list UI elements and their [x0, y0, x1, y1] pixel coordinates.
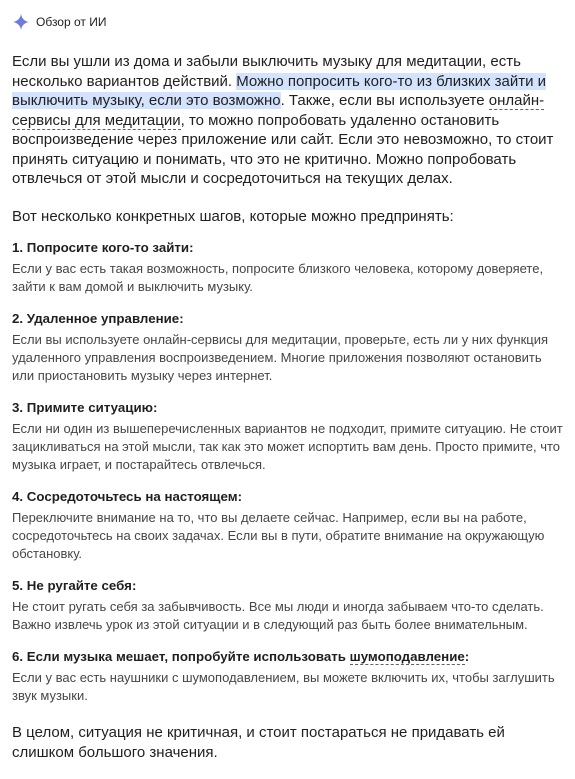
step-5 [12, 577, 565, 634]
ai-overview-title: Обзор от ИИ [36, 15, 107, 29]
highlighted-passage[interactable]: Можно попросить кого-то из близких зайти и выключить музыку, если это возможно [12, 72, 547, 109]
step-text: Если ни один из вышеперечисленных вариантов не подходит, примите ситуацию. Не стоит зацикливаться на этой мысли, так как это может испортить вам день. Просто примите, что музыка играет, и постарайтесь отвлечься. [12, 421, 563, 472]
step-title-prefix: 6. Если музыка мешает, попробуйте использовать [12, 649, 350, 664]
step-text: Если у вас есть такая возможность, попросите близкого человека, которому доверяете, зайти к вам домой и выключить музыку. [12, 261, 544, 294]
step-text: Не стоит ругать себя за забывчивость. Все мы люди и иногда забываем что-то сделать. Важно извлечь урок из этой ситуации и в следующий раз быть более внимательным. [12, 599, 544, 632]
step-title-suffix: : [464, 649, 470, 664]
step-title: 1. Попросите кого-то зайти: [12, 240, 194, 255]
step-title [12, 648, 565, 666]
step-text: Если у вас есть наушники с шумоподавлением, вы можете включить их, чтобы заглушить звук музыки. [12, 670, 555, 703]
step-title: 2. Удаленное управление: [12, 311, 184, 326]
step-title: 4. Сосредоточьтесь на настоящем: [12, 489, 243, 504]
step-2 [12, 310, 565, 385]
steps-intro: Вот несколько конкретных шагов, которые можно предпринять: [12, 207, 454, 225]
intro-text-1: Если вы ушли из дома и забыли выключить музыку для медитации, есть несколько вариантов действий. [12, 53, 521, 90]
intro-paragraph [12, 52, 565, 189]
step-title: 3. Примите ситуацию: [12, 400, 158, 415]
spark-icon [12, 13, 30, 31]
online-services-link[interactable]: онлайн-сервисы для медитации [12, 92, 545, 129]
intro-text-3: , то можно попробовать удаленно остановить воспроизведение через приложение или сайт. Если это невозможно, то стоит принять ситуацию и понимать, что это не критично. Можно попробовать отвлечься от этой мысли и сосредоточиться на текущих делах. [12, 111, 554, 187]
step-text: Если вы используете онлайн-сервисы для медитации, проверьте, есть ли у них функция удаленного управления воспроизведением. Многие приложения позволяют остановить или приостановить музыку через интернет. [12, 332, 549, 383]
step-3 [12, 399, 565, 474]
intro-text-2: . Также, если вы используете [280, 92, 489, 109]
noise-cancelling-link[interactable]: шумоподавление [349, 649, 465, 664]
step-4 [12, 488, 565, 563]
step-text: Переключите внимание на то, что вы делаете сейчас. Например, если вы на работе, сосредоточьтесь на своих задачах. Если вы в пути, обратите внимание на окружающую обстановку. [12, 510, 545, 561]
closing-paragraph: В целом, ситуация не критичная, и стоит постараться не придавать ей слишком большого значения. [12, 724, 505, 761]
step-1 [12, 239, 565, 296]
step-6 [12, 648, 565, 705]
ai-overview-header [12, 10, 565, 34]
step-title: 5. Не ругайте себя: [12, 578, 137, 593]
